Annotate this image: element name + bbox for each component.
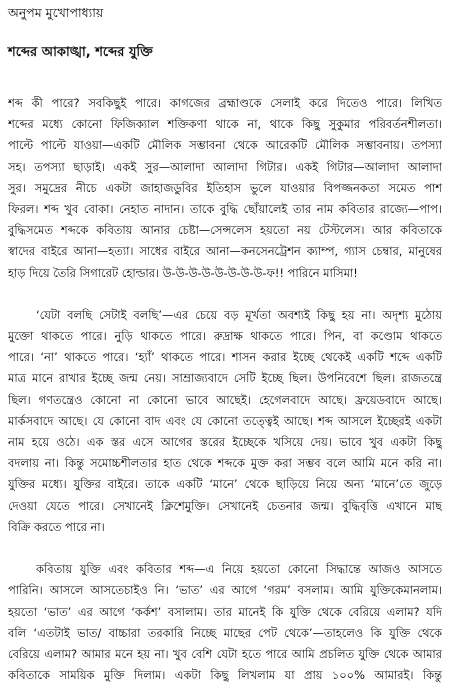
body-line: ফিরল। শব্দ খুব বোকা। নেহাত নাদান। তাকে বুদ্ধি ছোঁয়ালেই তার নাম কবিতার রাজ্যে—পাপ। bbox=[8, 201, 442, 216]
body-line: সহ। তপস্যা ছাড়াই। একই সুর—আলাদা আলাদা গিটার। একই গিটার—আলাদা আলাদা bbox=[8, 159, 442, 174]
body-line: যুক্তির মধ্যে। যুক্তির বাইরে। তাকে একটি ‘মানে’ থেকে ছাড়িয়ে নিয়ে অন্য ‘মানে’তে জুড়ে bbox=[8, 477, 442, 492]
body-line: বেরিয়ে এলাম? আমার মনে হয় না। খুব বেশি যেটা হতে পারে আমি প্রচলিত যুক্তি থেকে আমার bbox=[8, 646, 442, 661]
body-line: হয়তো ‘ভাত’ এর আগে ‘কর্কশ’ বসালাম। তার মানেই কি যুক্তি থেকে বেরিয়ে এলাম? যদি bbox=[8, 604, 442, 619]
body-line: বুদ্ধিসমেত শব্দকে কবিতায় আনার চেষ্টা—সেন্সলেস হয়তো নয় টেস্টলেস। আর কবিতাকে bbox=[8, 223, 442, 238]
body-line: পাল্টে পাল্টে যাওয়া—একটি মৌলিক সম্ভাবনা থেকে আরেকটি মৌলিক সম্ভাবনায়। তপস্যা bbox=[8, 138, 442, 153]
body-line: ‘যেটা বলছি সেটাই বলছি’—এর চেয়ে বড় মূর্খতা অবশ্যই কিছু হয় না। অদৃশ্য মুঠোয় bbox=[36, 307, 442, 322]
body-line: সুর। সমুদ্রের নীচে একটা জাহাজডুবির ইতিহাস ভুলে যাওয়ার বিপজ্জনকতা সমেত পাশ bbox=[8, 180, 442, 195]
body-line: শব্দের মধ্যে কোনো ফিজিক্যাল শক্তিকণা থাকে না, থাকে কিছু সুকুমার পরিবর্তনশীলতা। bbox=[8, 117, 442, 132]
body-line: পারে। ‘না’ থাকতে পারে। ‘হ্যাঁ’ থাকতে পারে। শাসন করার ইচ্ছে থেকেই একটি শব্দে একটি bbox=[8, 350, 442, 365]
body-line: শব্দ কী পারে? সবকিছুই পারে। কাগজের ব্রহ্মাণ্ডকে সেলাই করে দিতেও পারে। লিখিত bbox=[8, 96, 442, 110]
author-name: অনুপম মুখোপাধ্যায় bbox=[8, 5, 104, 20]
body-line: বিক্রি করতে পারে না। bbox=[8, 519, 105, 534]
body-line: বলি ‘এতটাই ভাত/ বাচ্চারা তরকারি নিচ্ছে মাছের পেট থেকে’—তাহলেও কি যুক্তি থেকে bbox=[8, 625, 442, 640]
body-line: হাড় দিয়ে তৈরি সিগারেট হোল্ডার। উ-উ-উ-উ-উ-উ-উ-উ-ফ!! পারিনে মাসিমা! bbox=[8, 265, 358, 280]
body-line: কবিতাকে সাময়িক মুক্তি দিলাম। একটা কিছু লিখলাম যা প্রায় ১০০% আমারই। কিন্তু bbox=[8, 668, 442, 683]
body-line: নাম হয়ে ওঠে। এক স্তর এসে আগের স্তরের ইচ্ছেকে খসিয়ে দেয়। ভাবে খুব একটা কিছু bbox=[8, 435, 442, 449]
body-line: বদলায় না। কিন্তু সমোচ্চশীলতার হাত থেকে শব্দকে মুক্ত করা সম্ভব বলে আমি মনে করি না। bbox=[8, 456, 442, 471]
paragraph-gap bbox=[8, 284, 442, 305]
body-line: ছিল। গণতন্ত্রেও কোনো না কোনো ভাবে আছেই। হেগেলবাদে আছে। ফ্রয়েডবাদে আছে। bbox=[8, 392, 442, 407]
body-line: কবিতায় যুক্তি এবং কবিতার শব্দ—এ নিয়ে হয়তো কোনো সিদ্ধান্তে আজও আসতে bbox=[36, 562, 442, 577]
body-line: স্বাদের বাইরে আনা—হত্যা। সাধের বাইরে আনা—কনসেনট্রেশন ক্যাম্প, গ্যাস চেম্বার, মানুষের bbox=[8, 244, 442, 259]
body-line: দেওয়া যেতে পারে। সেখানেই ক্লিশেমুক্তি। সেখানেই চেতনার জন্ম। বুদ্ধিবৃত্তি এখানে মাছ bbox=[8, 498, 442, 513]
body-line: মুক্তো থাকতে পারে। নুড়ি থাকতে পারে। রুদ্রাক্ষ থাকতে পারে। পিন, বা কণ্ডোম থাকতে bbox=[8, 329, 442, 344]
body-line: মার্কসবাদে আছে। যে কোনো বাদ এবং যে কোনো তত্ত্বেই আছে। শব্দ আসলে ইচ্ছেরই একটা bbox=[8, 413, 442, 428]
article-body bbox=[8, 93, 442, 686]
body-line: পারিনি। আসলে আসতেচাইও নি। ‘ভাত’ এর আগে ‘গরম’ বসলাম। আমি যুক্তিকেমানলাম। bbox=[8, 583, 442, 598]
paragraph-gap bbox=[8, 538, 442, 559]
body-line: মাত্র মানে রাখার ইচ্ছে জন্ম নেয়। সাম্রাজ্যবাদে সেটি ইচ্ছে ছিল। উপনিবেশে ছিল। রাজতন্ত্রে bbox=[8, 371, 442, 386]
article-title: শব্দের আকাঙ্খা, শব্দের যুক্তি bbox=[8, 45, 153, 60]
